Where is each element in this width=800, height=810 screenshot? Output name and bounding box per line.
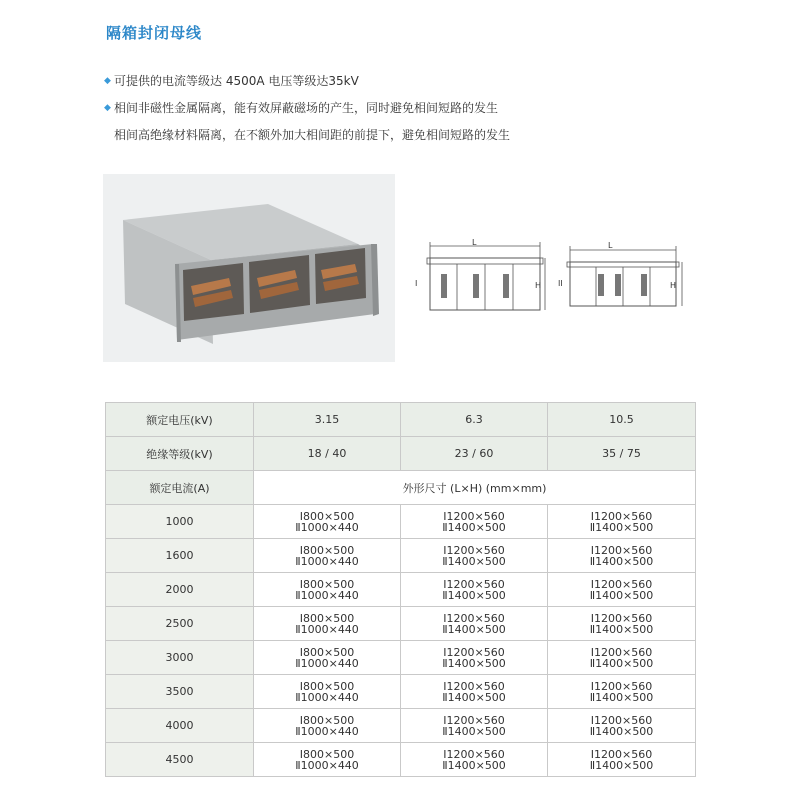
current-cell: 4500: [106, 743, 254, 777]
feature-item: [104, 122, 510, 149]
diagram-2-type-label: II: [558, 279, 563, 288]
bullet-icon: ◆: [104, 103, 111, 113]
dimension-type-2: Ⅱ1400×500: [589, 656, 654, 670]
current-cell: 2500: [106, 607, 254, 641]
diagram-1-length-label: L: [472, 238, 477, 247]
dimension-type-1: Ⅰ1200×560: [443, 611, 505, 625]
cross-section-diagram-type-1: [415, 236, 555, 326]
table-row: [106, 641, 696, 675]
dimension-cell: [548, 743, 696, 777]
table-cell: 6.3: [401, 403, 548, 437]
table-cell: 10.5: [548, 403, 696, 437]
dimension-type-2: Ⅱ1000×440: [295, 554, 359, 568]
table-row-insulation: [106, 437, 696, 471]
dimension-type-2: Ⅱ1000×440: [295, 520, 359, 534]
dimension-cell: [254, 641, 401, 675]
diagram-1-height-label: H: [535, 281, 542, 290]
diagram-1-type-label: I: [415, 279, 418, 288]
dimension-type-1: Ⅰ1200×560: [590, 543, 653, 557]
dimension-type-2: Ⅱ1400×500: [589, 588, 654, 602]
dimension-type-1: Ⅰ1200×560: [443, 713, 505, 727]
dimension-type-2: Ⅱ1000×440: [295, 656, 359, 670]
dimension-type-2: Ⅱ1000×440: [295, 588, 359, 602]
dimension-type-1: Ⅰ1200×560: [443, 509, 505, 523]
bullet-icon: ◆: [104, 76, 111, 86]
table-row: [106, 505, 696, 539]
dimension-type-1: Ⅰ800×500: [299, 679, 355, 693]
rated-current-label: 额定电流(A): [106, 471, 254, 505]
dimension-type-1: Ⅰ1200×560: [590, 679, 653, 693]
dimension-cell: [401, 743, 548, 777]
dimension-cell: [401, 539, 548, 573]
dimension-type-1: Ⅰ800×500: [299, 611, 355, 625]
dimension-type-2: Ⅱ1000×440: [295, 690, 359, 704]
dimension-type-1: Ⅰ1200×560: [590, 509, 653, 523]
dimension-type-1: Ⅰ1200×560: [443, 543, 505, 557]
table-row: [106, 573, 696, 607]
dimension-type-2: Ⅱ1400×500: [589, 520, 654, 534]
dimension-type-2: Ⅱ1400×500: [442, 690, 506, 704]
cross-section-diagram-type-2: [558, 236, 688, 326]
dimension-type-1: Ⅰ800×500: [299, 577, 355, 591]
table-cell: 18 / 40: [254, 437, 401, 471]
feature-item: [104, 68, 510, 95]
dimension-type-1: Ⅰ800×500: [299, 543, 355, 557]
rated-voltage-label: 额定电压(kV): [106, 403, 254, 437]
feature-text: 可提供的电流等级达 4500A 电压等级达35kV: [114, 74, 359, 88]
dimension-cell: [254, 675, 401, 709]
table-cell: 3.15: [254, 403, 401, 437]
feature-list: [104, 68, 510, 149]
dimension-type-2: Ⅱ1400×500: [589, 758, 654, 772]
dimension-type-1: Ⅰ1200×560: [590, 577, 653, 591]
dimension-type-1: Ⅰ1200×560: [443, 679, 505, 693]
dimension-cell: [254, 709, 401, 743]
table-row: [106, 709, 696, 743]
dimension-type-1: Ⅰ1200×560: [590, 611, 653, 625]
dimension-type-1: Ⅰ1200×560: [590, 747, 653, 761]
dimension-cell: [401, 573, 548, 607]
dimension-cell: [401, 505, 548, 539]
dimension-type-2: Ⅱ1400×500: [589, 554, 654, 568]
current-cell: 4000: [106, 709, 254, 743]
dimension-cell: [548, 505, 696, 539]
dimension-type-1: Ⅰ800×500: [299, 645, 355, 659]
dimension-cell: [548, 539, 696, 573]
dimension-cell: [548, 709, 696, 743]
table-row: [106, 743, 696, 777]
dimension-cell: [401, 607, 548, 641]
dimension-type-2: Ⅱ1000×440: [295, 724, 359, 738]
dimension-cell: [548, 573, 696, 607]
current-cell: 2000: [106, 573, 254, 607]
table-row: [106, 675, 696, 709]
dimension-type-2: Ⅱ1400×500: [442, 724, 506, 738]
dimension-cell: [254, 607, 401, 641]
feature-text: 相间高绝缘材料隔离，在不额外加大相间距的前提下，避免相间短路的发生: [114, 128, 511, 142]
dimension-type-1: Ⅰ1200×560: [443, 645, 505, 659]
dimension-type-1: Ⅰ1200×560: [443, 747, 505, 761]
table-cell: 35 / 75: [548, 437, 696, 471]
dimension-cell: [401, 675, 548, 709]
dimension-type-1: Ⅰ800×500: [299, 713, 355, 727]
dimension-type-2: Ⅱ1000×440: [295, 758, 359, 772]
product-photo: [103, 174, 395, 362]
dimension-type-2: Ⅱ1400×500: [442, 554, 506, 568]
feature-item: [104, 95, 510, 122]
dimension-type-2: Ⅱ1400×500: [589, 724, 654, 738]
dimension-cell: [254, 505, 401, 539]
dimension-type-2: Ⅱ1400×500: [442, 520, 506, 534]
dimension-type-1: Ⅰ1200×560: [590, 713, 653, 727]
diagram-2-drawing: [558, 236, 688, 326]
dimension-type-1: Ⅰ1200×560: [590, 645, 653, 659]
table-row: [106, 607, 696, 641]
dimension-type-2: Ⅱ1400×500: [442, 656, 506, 670]
dimension-cell: [401, 709, 548, 743]
feature-text: 相间非磁性金属隔离，能有效屏蔽磁场的产生，同时避免相间短路的发生: [114, 101, 499, 115]
dimension-type-1: Ⅰ800×500: [299, 747, 355, 761]
current-cell: 3000: [106, 641, 254, 675]
dimension-type-2: Ⅱ1400×500: [589, 622, 654, 636]
dimension-type-2: Ⅱ1400×500: [442, 622, 506, 636]
busbar-photo-illustration: [103, 174, 395, 362]
diagram-2-height-label: H: [670, 281, 677, 290]
insulation-label: 绝缘等级(kV): [106, 437, 254, 471]
dimension-type-1: Ⅰ800×500: [299, 509, 355, 523]
dimension-cell: [548, 607, 696, 641]
table-row-current-header: [106, 471, 696, 505]
dimension-cell: [548, 675, 696, 709]
current-cell: 3500: [106, 675, 254, 709]
diagram-1-drawing: [415, 236, 555, 326]
page-title: 隔箱封闭母线: [106, 24, 203, 42]
dimension-cell: [254, 573, 401, 607]
dimension-type-2: Ⅱ1400×500: [589, 690, 654, 704]
dimension-rows: [106, 505, 696, 777]
dimension-type-1: Ⅰ1200×560: [443, 577, 505, 591]
current-cell: 1600: [106, 539, 254, 573]
dimension-cell: [401, 641, 548, 675]
dimension-type-2: Ⅱ1400×500: [442, 758, 506, 772]
dimension-cell: [254, 539, 401, 573]
dimension-cell: [548, 641, 696, 675]
dimension-type-2: Ⅱ1400×500: [442, 588, 506, 602]
table-row-voltage: [106, 403, 696, 437]
dimension-cell: [254, 743, 401, 777]
dimension-label: 外形尺寸 (L×H) (mm×mm): [254, 471, 696, 505]
table-row: [106, 539, 696, 573]
diagram-2-length-label: L: [608, 241, 613, 250]
dimension-type-2: Ⅱ1000×440: [295, 622, 359, 636]
table-cell: 23 / 60: [401, 437, 548, 471]
spec-table: [105, 402, 696, 777]
current-cell: 1000: [106, 505, 254, 539]
